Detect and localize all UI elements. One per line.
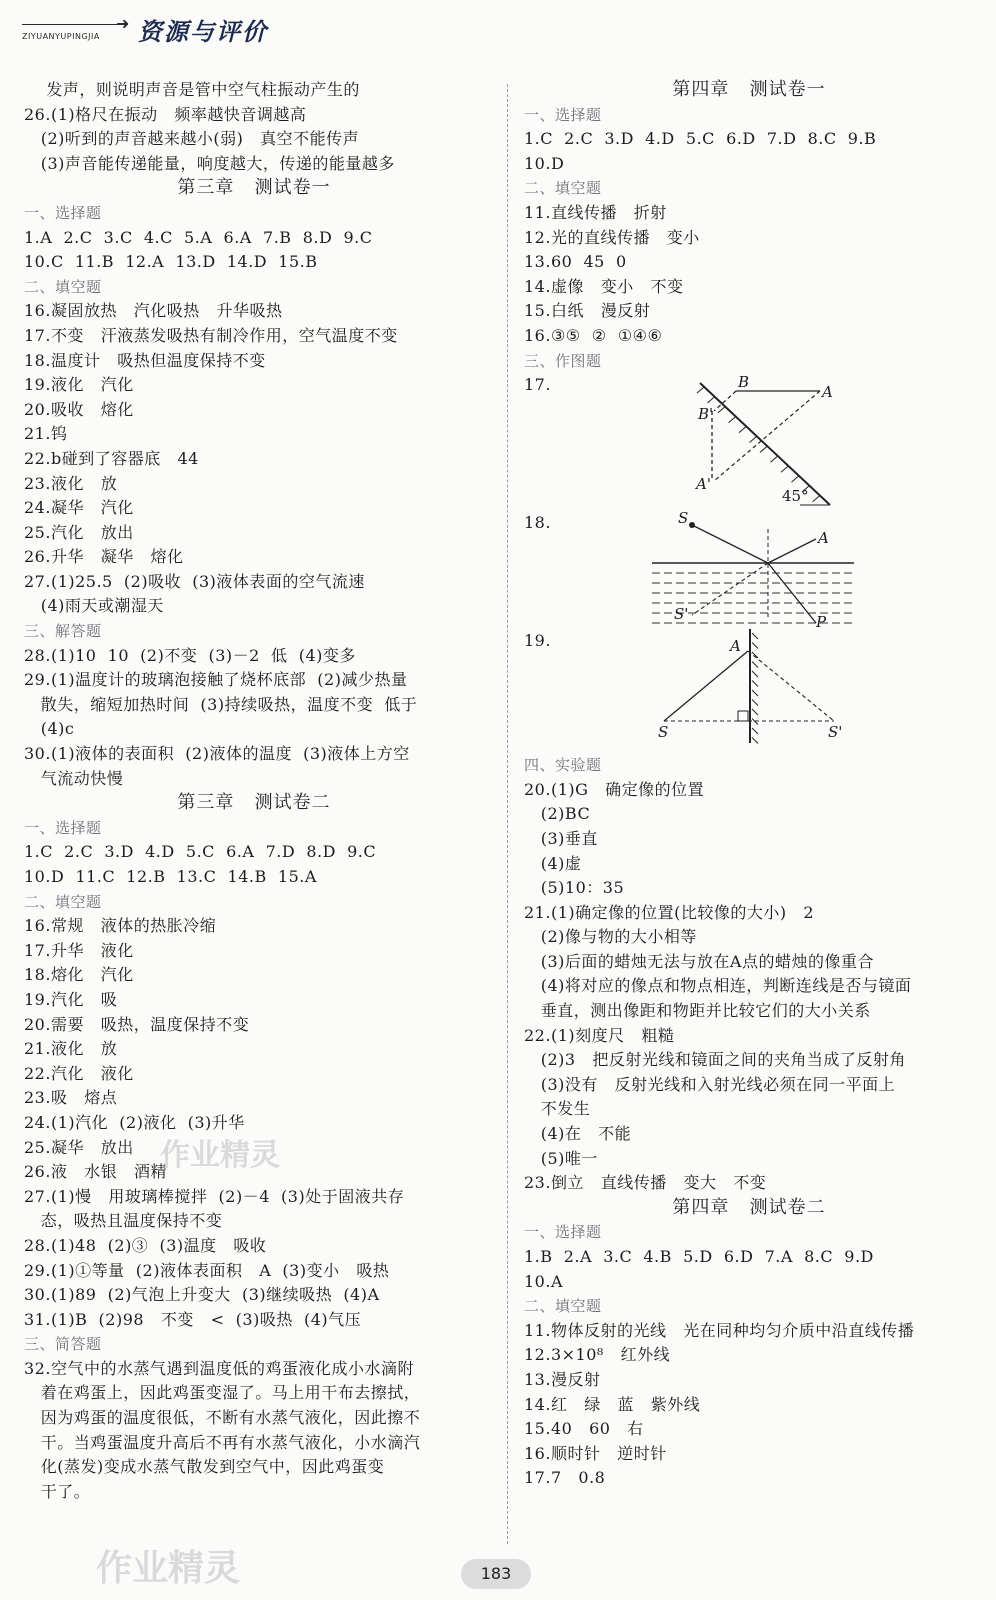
- mirror-hatch: [718, 407, 725, 413]
- answer-line: 1.C 2.C 3.D 4.D 5.C 6.A 7.D 8.D 9.C: [24, 842, 377, 862]
- answer-line: (2)3 把反射光线和镜面之间的夹角当成了反射角: [524, 1050, 906, 1070]
- figure-number: 18.: [524, 513, 551, 533]
- point-s: [689, 522, 695, 528]
- label-b-prime: B': [698, 405, 714, 424]
- answer-line: 1.C 2.C 3.D 4.D 5.C 6.D 7.D 8.C 9.B: [524, 129, 877, 149]
- answer-line: 11.直线传播 折射: [524, 202, 667, 222]
- answer-line: 16.顺时针 逆时针: [524, 1443, 667, 1463]
- answer-line: 干。当鸡蛋温度升高后不再有水蒸气液化，小水滴汽: [24, 1432, 421, 1452]
- mirror-hatch: [752, 738, 758, 744]
- mirror-hatch: [752, 690, 758, 696]
- label-s-prime: S': [674, 605, 689, 624]
- virtual-ray: [692, 563, 768, 615]
- page-number: 183: [461, 1559, 531, 1589]
- answer-line: 28.(1)10 10 (2)不变 (3)－2 低 (4)变多: [24, 645, 356, 665]
- answer-line: 30.(1)液体的表面积 (2)液体的温度 (3)液体上方空: [24, 744, 410, 764]
- mirror-hatch: [752, 671, 758, 677]
- figure-f19: [524, 629, 974, 753]
- answer-line: 20.吸收 熔化: [24, 399, 134, 419]
- answer-line: 28.(1)48 (2)③ (3)温度 吸收: [24, 1235, 267, 1255]
- answer-line: (3)声音能传递能量，响度越大，传递的能量越多: [24, 153, 395, 173]
- answer-line: 24.凝华 汽化: [24, 498, 134, 518]
- mirror-hatch: [813, 496, 820, 502]
- label-a: A: [822, 383, 833, 402]
- answer-line: 31.(1)B (2)98 不变 < (3)吸热 (4)气压: [24, 1309, 362, 1329]
- mirror-hatch: [750, 437, 757, 443]
- incident-ray: [664, 651, 748, 721]
- mirror-hatch: [792, 476, 799, 482]
- answer-line: 19.汽化 吸: [24, 989, 118, 1009]
- watermark: 作业精灵: [96, 1548, 241, 1589]
- label-a: A: [730, 637, 741, 656]
- answer-line: 21.液化 放: [24, 1039, 118, 1059]
- answer-line: 12.3×10⁸ 红外线: [524, 1345, 671, 1365]
- answer-line: 10.D: [524, 153, 565, 173]
- arrow-icon: ➜: [116, 14, 130, 33]
- brand-pinyin: ZIYUANYUPINGJIA: [22, 32, 100, 41]
- mirror-hatch: [752, 681, 758, 687]
- mirror-hatch: [752, 709, 758, 715]
- section-heading: 三、解答题: [24, 622, 102, 641]
- answer-line: 不发生: [524, 1099, 591, 1119]
- answer-line: 态，吸热且温度保持不变: [24, 1211, 223, 1231]
- answer-line: 11.物体反射的光线 光在同种均匀介质中沿直线传播: [524, 1320, 915, 1340]
- section-heading: 三、简答题: [24, 1335, 102, 1354]
- answer-line: 29.(1)①等量 (2)液体表面积 A (3)变小 吸热: [24, 1260, 390, 1280]
- mirror-hatch: [760, 447, 767, 453]
- mirror-hatch: [752, 728, 758, 734]
- answer-line: 27.(1)慢 用玻璃棒搅拌 (2)－4 (3)处于固液共存: [24, 1186, 405, 1206]
- label-s: S: [658, 723, 669, 742]
- answer-line: 17.升华 液化: [24, 940, 134, 960]
- answer-line: 着在鸡蛋上，因此鸡蛋变湿了。马上用干布去擦拭，: [24, 1383, 421, 1403]
- diagram-f17: [524, 373, 864, 511]
- answer-line: (2)像与物的大小相等: [524, 927, 697, 947]
- mirror-hatch: [739, 427, 746, 433]
- answer-line: 17.不变 汗液蒸发吸热有制冷作用，空气温度不变: [24, 325, 398, 345]
- answer-line: 22.b碰到了容器底 44: [24, 448, 199, 468]
- answer-line: 21.钨: [24, 424, 68, 444]
- answer-line: 20.(1)G 确定像的位置: [524, 779, 705, 799]
- answer-line: (4)在 不能: [524, 1124, 632, 1144]
- label-p: P: [816, 613, 827, 630]
- section-heading: 一、选择题: [524, 1223, 602, 1242]
- mirror-hatch: [781, 466, 788, 472]
- answer-line: 23.吸 熔点: [24, 1088, 118, 1108]
- chapter-title: 第四章 测试卷一: [672, 79, 826, 100]
- left-column: [24, 78, 484, 1504]
- answer-line: 1.B 2.A 3.C 4.B 5.D 6.D 7.A 8.C 9.D: [524, 1247, 874, 1266]
- answer-line: 29.(1)温度计的玻璃泡接触了烧杯底部 (2)减少热量: [24, 670, 408, 690]
- watermark: 作业精灵: [160, 1138, 280, 1173]
- answer-line: (3)垂直: [524, 828, 598, 848]
- mirror-hatch: [708, 397, 715, 403]
- answer-line: 13.漫反射: [524, 1369, 601, 1389]
- answer-line: 1.A 2.C 3.C 4.C 5.A 6.A 7.B 8.D 9.C: [24, 227, 373, 247]
- answer-line: 16.③⑤ ② ①④⑥: [524, 325, 663, 345]
- answer-line: 25.凝华 放出: [24, 1137, 134, 1157]
- diagram-f18: [524, 511, 864, 629]
- answer-line: 21.(1)确定像的位置(比较像的大小) 2: [524, 902, 815, 922]
- figure-number: 17.: [524, 375, 551, 395]
- answer-line: 18.熔化 汽化: [24, 965, 134, 985]
- answer-line: 化(蒸发)变成水蒸气散发到空气中，因此鸡蛋变: [24, 1457, 385, 1477]
- answer-line: 23.倒立 直线传播 变大 不变: [524, 1173, 767, 1193]
- answer-line: 26.升华 凝华 熔化: [24, 547, 184, 567]
- answer-line: 19.液化 汽化: [24, 375, 134, 395]
- answer-line: 27.(1)25.5 (2)吸收 (3)液体表面的空气流速: [24, 571, 365, 591]
- mirror-hatch: [771, 456, 778, 462]
- page-header: [0, 0, 996, 58]
- answer-line: 垂直，测出像距和物距并比较它们的大小关系: [524, 1001, 871, 1021]
- chapter-title: 第四章 测试卷二: [672, 1196, 826, 1218]
- reflected-ray: [768, 539, 816, 563]
- answer-line: 气流动快慢: [24, 768, 124, 788]
- figure-f17: [524, 373, 974, 511]
- answer-line: 干了。: [24, 1481, 91, 1501]
- answer-line: 10.D 11.C 12.B 13.C 14.B 15.A: [24, 867, 317, 886]
- answer-line: 17.7 0.8: [524, 1468, 606, 1488]
- diagram-f19: [524, 629, 864, 753]
- label-45: 45°: [782, 487, 809, 506]
- answer-line: 18.温度计 吸热但温度保持不变: [24, 350, 266, 370]
- answer-line: 23.液化 放: [24, 473, 118, 493]
- answer-line: 32.空气中的水蒸气遇到温度低的鸡蛋液化成小水滴附: [24, 1358, 414, 1378]
- section-heading: 三、作图题: [524, 351, 602, 370]
- figure-f18: [524, 511, 974, 629]
- section-heading: 二、填空题: [524, 179, 602, 198]
- answer-line: (3)后面的蜡烛无法与放在A点的蜡烛的像重合: [524, 951, 874, 971]
- answer-line: 26.液 水银 酒精: [24, 1162, 167, 1182]
- section-heading: 一、选择题: [524, 105, 602, 124]
- mirror-hatch: [752, 643, 758, 649]
- section-heading: 一、选择题: [24, 818, 102, 837]
- answer-line: 散失，缩短加热时间 (3)持续吸热，温度不变 低于: [24, 694, 418, 714]
- mirror-hatch: [752, 700, 758, 706]
- image-ray: [748, 651, 834, 721]
- label-a: A: [818, 529, 829, 548]
- mirror-hatch: [752, 662, 758, 668]
- answer-line: (4)将对应的像点和物点相连，判断连线是否与镜面: [524, 976, 912, 996]
- brand-title: 资源与评价: [138, 18, 268, 46]
- chapter-title: 第三章 测试卷二: [177, 792, 331, 814]
- answer-line: 25.汽化 放出: [24, 522, 134, 542]
- chapter-title: 第三章 测试卷一: [177, 177, 331, 199]
- perpendicular-a: [714, 391, 820, 481]
- right-column: [524, 78, 974, 1491]
- answer-line: 10.A: [524, 1271, 563, 1291]
- label-s: S: [678, 511, 689, 528]
- answer-line: 20.需要 吸热，温度保持不变: [24, 1014, 250, 1034]
- figure-number: 19.: [524, 631, 551, 651]
- answer-line: 13.60 45 0: [524, 252, 627, 272]
- mirror-hatch: [729, 417, 736, 423]
- answer-line: (5)唯一: [524, 1148, 598, 1168]
- section-heading: 四、实验题: [524, 756, 602, 775]
- plane-mirror: [700, 383, 830, 505]
- answer-line: 因为鸡蛋的温度很低，不断有水蒸气液化，因此擦不: [24, 1408, 421, 1428]
- header-rule: [22, 24, 118, 25]
- right-angle-mark: [738, 711, 748, 721]
- answer-line: (4)虚: [524, 853, 582, 873]
- column-divider: [507, 84, 508, 1544]
- answer-line: (5)10：35: [524, 878, 625, 898]
- answer-line: 14.红 绿 蓝 紫外线: [524, 1394, 701, 1414]
- section-heading: 一、选择题: [24, 203, 102, 222]
- answer-line: 14.虚像 变小 不变: [524, 276, 684, 296]
- answer-line: 15.40 60 右: [524, 1419, 644, 1439]
- answer-line: 12.光的直线传播 变小: [524, 227, 700, 247]
- answer-line: 发声，则说明声音是管中空气柱振动产生的: [24, 80, 360, 99]
- section-heading: 二、填空题: [24, 892, 102, 911]
- answer-line: (4)c: [24, 719, 75, 739]
- answer-line: 30.(1)89 (2)气泡上升变大 (3)继续吸热 (4)A: [24, 1285, 380, 1305]
- perpendicular-b: [714, 391, 736, 411]
- answer-line: (4)雨天或潮湿天: [24, 596, 164, 616]
- answer-line: 16.凝固放热 汽化吸热 升华吸热: [24, 301, 283, 321]
- answer-line: 16.常规 液体的热胀冷缩: [24, 916, 217, 936]
- label-b: B: [738, 373, 750, 392]
- answer-line: (2)听到的声音越来越小(弱) 真空不能传声: [24, 129, 360, 149]
- section-heading: 二、填空题: [524, 1297, 602, 1316]
- answer-line: 10.C 11.B 12.A 13.D 14.D 15.B: [24, 252, 318, 272]
- answer-line: (2)BC: [524, 804, 591, 824]
- answer-line: (3)没有 反射光线和入射光线必须在同一平面上: [524, 1074, 896, 1094]
- label-s-prime: S': [828, 723, 843, 742]
- mirror-hatch: [697, 387, 704, 393]
- answer-line: 22.(1)刻度尺 粗糙: [524, 1025, 675, 1045]
- answer-line: 24.(1)汽化 (2)液化 (3)升华: [24, 1112, 245, 1132]
- answer-line: 26.(1)格尺在振动 频率越快音调越高: [24, 104, 307, 124]
- answer-line: 22.汽化 液化: [24, 1063, 134, 1083]
- section-heading: 二、填空题: [24, 277, 102, 296]
- label-a-prime: A': [696, 475, 711, 494]
- mirror-hatch: [752, 633, 758, 639]
- incident-ray: [692, 525, 768, 563]
- answer-line: 15.白纸 漫反射: [524, 301, 651, 321]
